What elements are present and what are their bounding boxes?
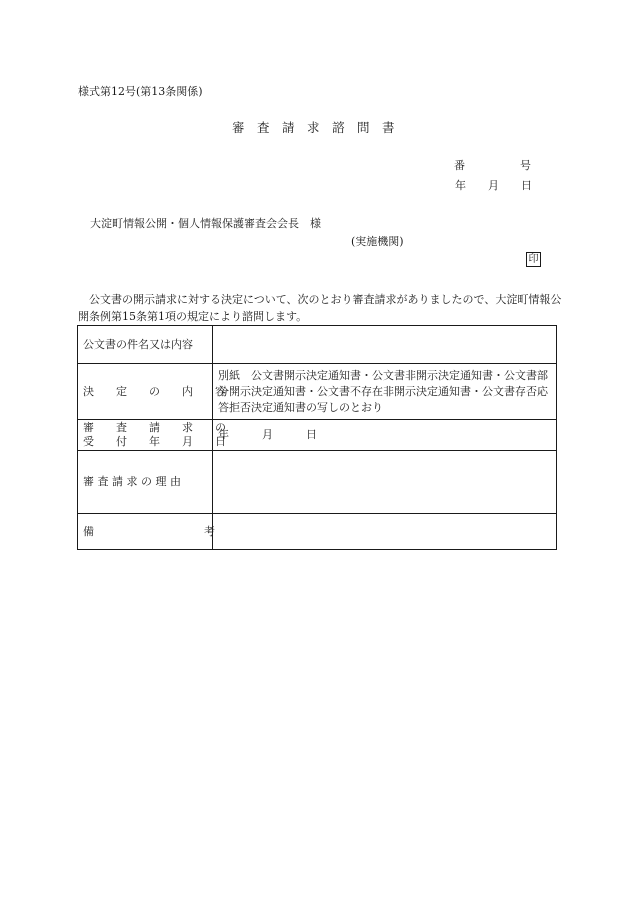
seal-stamp-box: 印 [526, 252, 541, 267]
row-value-receipt-date: 年 月 日 [213, 420, 557, 451]
body-text: 公文書の開示請求に対する決定について、次のとおり審査請求がありましたので、大淀町情報公開条例第15条第1項の規定により諮問します。 [78, 293, 562, 323]
row-value-remarks [213, 514, 557, 550]
row-value-request-reason [213, 451, 557, 514]
document-title: 審 査 請 求 諮 問 書 [232, 120, 395, 135]
row-label-decision-content: 決 定 の 内 容 [78, 364, 213, 420]
row-label-document-subject: 公文書の件名又は内容 [78, 326, 213, 364]
table-row [78, 451, 557, 514]
table-row [78, 420, 557, 451]
addressee: 大淀町情報公開・個人情報保護審査会会長 様 [90, 217, 321, 230]
table-row [78, 326, 557, 364]
row-value-document-subject [213, 326, 557, 364]
document-number-label: 番 号 [454, 159, 531, 172]
body-paragraph [78, 291, 562, 325]
row-label-request-reason: 審 査 請 求 の 理 由 [78, 451, 213, 514]
document-date-label: 年 月 日 [455, 179, 532, 192]
table-row [78, 364, 557, 420]
row-label-remarks: 備 考 [78, 514, 213, 550]
form-number-label: 様式第12号(第13条関係) [78, 85, 203, 98]
consultation-table [77, 325, 557, 550]
table-row [78, 514, 557, 550]
row-label-receipt-date: 審 査 請 求 の 受 付 年 月 日 [78, 420, 213, 451]
implementing-agency-label: (実施機関) [351, 235, 404, 248]
row-value-decision-content: 別紙 公文書開示決定通知書・公文書非開示決定通知書・公文書部分開示決定通知書・公文書不存在非開示決定通知書・公文書存否応答拒否決定通知書の写しのとおり [213, 364, 557, 420]
